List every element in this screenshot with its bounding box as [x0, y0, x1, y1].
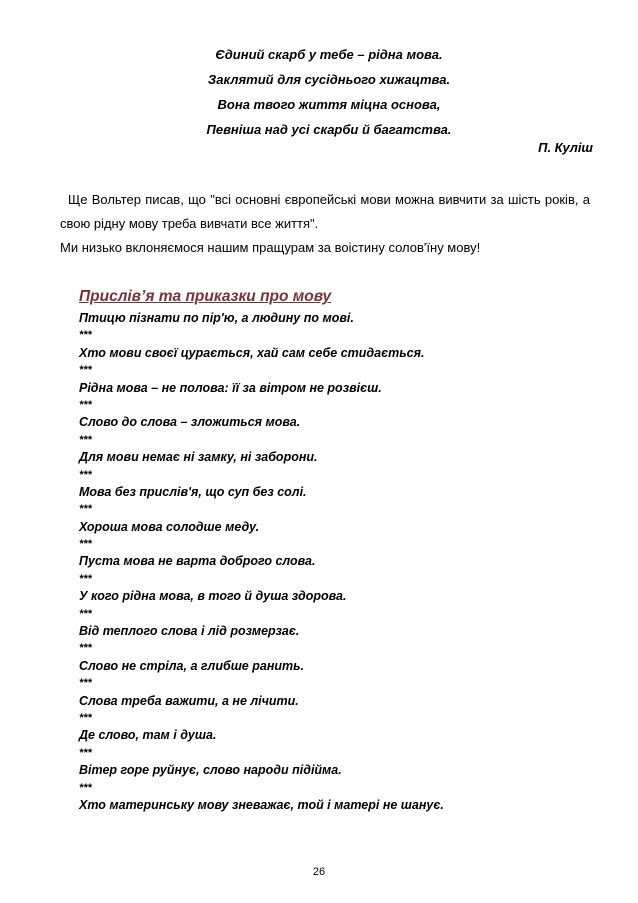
proverb-separator: *** — [79, 468, 92, 481]
proverb-separator: *** — [79, 364, 92, 377]
proverb-separator: *** — [79, 607, 92, 620]
proverb-item: Хто материнську мову зневажає, той і матері не шанує. — [79, 797, 444, 812]
proverb-separator: *** — [79, 642, 92, 655]
poem-author: П. Куліш — [538, 140, 593, 155]
proverb-item: Від теплого слова і лід розмерзає. — [79, 624, 300, 639]
proverb-item: Для мови немає ні замку, ні заборони. — [79, 450, 318, 465]
poem-line: Певніша над усі скарби й багатства. — [206, 122, 452, 137]
epigraph-poem — [0, 42, 638, 142]
proverb-item: Птицю пізнати по пір'ю, а людину по мові. — [79, 311, 354, 325]
closing-paragraph: Ми низько вклоняємося нашим пращурам за воістину солов'їну мову! — [60, 240, 481, 255]
proverb-separator: *** — [79, 538, 92, 551]
proverb-item: Мова без прислів'я, що суп без солі. — [79, 484, 307, 499]
proverb-item: Слово до слова – зложиться мова. — [79, 415, 301, 430]
voltaire-paragraph: Ще Вольтер писав, що "всі основні європейські мови можна вивчити за шість років, а свою рідну мову треба вивчати все життя". — [60, 192, 590, 231]
proverb-separator: *** — [79, 572, 92, 585]
proverb-separator: *** — [79, 711, 92, 724]
page-number: 26 — [312, 866, 326, 878]
proverbs-list — [79, 310, 599, 814]
proverb-item: Де слово, там і душа. — [79, 728, 217, 743]
proverb-separator: *** — [79, 781, 92, 794]
proverb-separator: *** — [79, 746, 92, 759]
proverb-separator: *** — [79, 398, 92, 411]
proverb-separator: *** — [79, 503, 92, 516]
proverb-item: Слово не стріла, а глибше ранить. — [79, 658, 305, 673]
proverbs-section-title: Прислів’я та приказки про мову — [79, 288, 332, 305]
proverb-item: Пуста мова не варта доброго слова. — [79, 554, 316, 569]
proverb-item: Слова треба важити, а не лічити. — [79, 693, 299, 708]
proverb-separator: *** — [79, 677, 92, 690]
proverb-separator: *** — [79, 329, 92, 342]
poem-line: Вона твого життя міцна основа, — [217, 97, 441, 112]
proverb-separator: *** — [79, 433, 92, 446]
proverb-item: У кого рідна мова, в того й душа здорова. — [79, 589, 347, 604]
poem-line: Заклятий для сусіднього хижацтва. — [207, 72, 451, 87]
poem-line: Єдиний скарб у тебе – рідна мова. — [215, 47, 443, 62]
proverb-item: Хто мови своєї цурається, хай сам себе стидається. — [79, 345, 425, 360]
proverb-item: Вітер горе руйнує, слово народи підійма. — [79, 763, 342, 778]
proverb-item: Рідна мова – не полова: її за вітром не розвієш. — [79, 380, 382, 395]
proverb-item: Хороша мова солодше меду. — [79, 519, 260, 534]
